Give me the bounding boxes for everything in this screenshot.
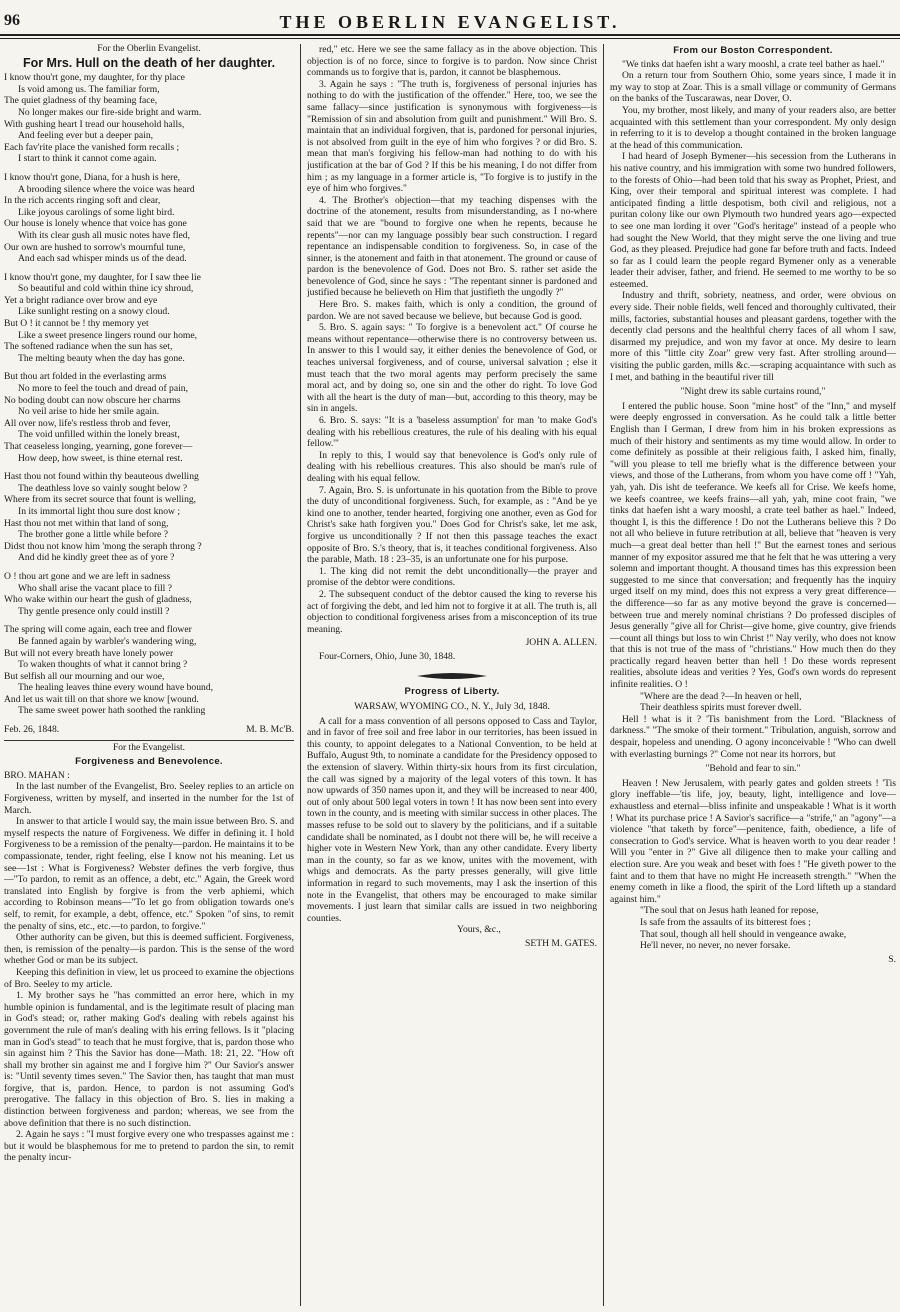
quote-night: "Night drew its sable curtains round," [680, 386, 826, 398]
column-2 [307, 44, 597, 1306]
verse-line: The melting beauty when the day has gone. [18, 352, 185, 364]
liberty-body [307, 716, 597, 925]
paragraph: On a return tour from Southern Ohio, some years since, I made it in my way to stop at Zoar. This is a small village or community of Germans on the banks of the Tuscarawas, near Dover, O. [610, 70, 896, 105]
paragraph: 6. Bro. S. says: "It is a 'baseless assumption' for man 'to make God's dealing with his rebellious creatures, the rule of his dealing with his equal fellow.'" [307, 415, 597, 450]
poem-stanza [4, 471, 294, 564]
column-divider [300, 44, 301, 1306]
liberty-signature: SETH M. GATES. [525, 937, 597, 949]
article-title: Forgiveness and Benevolence. [75, 756, 223, 768]
verse-line: To waken thoughts of what it cannot bring ? [18, 659, 188, 671]
verse-line: And let us wait till on that shore we know [wound. [4, 693, 199, 705]
verse-line: But O ! it cannot be ! thy memory yet [4, 318, 149, 330]
poem-stanza [4, 72, 294, 165]
poem-date: Feb. 26, 1848. [4, 724, 60, 736]
verse-line: No boding doubt can now obscure her charms [4, 394, 181, 406]
verse-line: The healing leaves thine every wound have bound, [18, 682, 214, 694]
correspondent-body [610, 59, 896, 384]
paragraph: In reply to this, I would say that benevolence is God's only rule of dealing with his rebellious creatures. This also should be man's rule of dealing with his equal fellow. [307, 449, 597, 484]
verse-line: With its clear gush all music notes have fled, [18, 229, 190, 241]
article-place: Four-Corners, Ohio, June 30, 1848. [319, 650, 456, 662]
verse-line: Who shall arise the vacant place to fill ? [18, 582, 172, 594]
verse-line: Like sunlight resting on a snowy cloud. [18, 306, 170, 318]
verse-line: "Where are the dead ?—In heaven or hell, [640, 690, 802, 702]
verse-line: He'll never, no never, no never forsake. [640, 940, 791, 952]
paragraph: In answer to that article I would say, the main issue between Bro. S. and myself respects the nature of Forgiveness. We differ in defining it. I hold Forgiveness to be a remission of the penalty—pardon. He maintains it to be compassionate, tender, right feeling, else I know not his meaning. Let us see—1st : What is Forgiveness? Webster defines the verb forgive, thus—"To pardon, to remit as an offence, a debt, etc." Again, the Greek word translated into English by forgive is from the verb aphiemi, which according to Robinson means—"To let go from obligation towards one's self, to remit, for example, a debt, offence, etc." Spoken "of sins, to remit the penalty of sins, etc., etc.—to pardon, to forgive." [4, 816, 294, 932]
masthead-rule [0, 34, 900, 36]
paragraph: 3. Again he says : "The truth is, forgiveness of personal injuries has nothing to do with the justification of the offender." Here, too, we see the same fallacy—since justification is synonymous with forgiveness—is "Remission of sin and absolution from guilt and punishment." Will Bro. S. maintain that an individual forgiven, that is, pardoned for personal injuries, is not absolved from guilt in the eye of him who forgives ? or did Bro. S. mean that man's forgiving his fellow-man had nothing to do with his justification at the bar of God ? If this be his meaning, I do not differ from him ; as my language in a former article is, "To forgive is to justify in the eye of him who forgives." [307, 78, 597, 195]
paragraph: Other authority can be given, but this is deemed sufficient. Forgiveness, then, is remission of the penalty—is pardon. This is the sense of the word whether God or man be its subject. [4, 932, 294, 967]
page-number: 96 [4, 12, 20, 29]
verse-line: The deathless love so vainly sought below ? [18, 482, 188, 494]
correspondent-heading: From our Boston Correspondent. [673, 45, 833, 56]
poem-signature: M. B. Mc'B. [246, 724, 294, 736]
verse-line: How deep, how sweet, is thine eternal rest. [18, 452, 183, 464]
verse-line: Each fav'rite place the vanished form recalls ; [4, 141, 180, 153]
poem-stanza [4, 571, 294, 617]
verse-line: But will not every breath have lonely power [4, 647, 174, 659]
column-1 [4, 44, 294, 1306]
paragraph: 1. My brother says he "has committed an error here, which in my humble opinion is fundamental, and is the legitimate result of placing man in God's stead; or, rather making God's dealing with rebels against his government the rule of man's dealing with his erring fellows. Is it "placing man in God's stead" to teach that he must forgive, that is, pardon those who sin against him ? This the Savior has done—Math. 18: 21, 22. "How oft shall my brother sin against me and I forgive him ?" Our Savior's answer is: "Until seventy times seven." The Savior then, has taught that man must forgive, that is, pardon. Hence, to pardon is not assuming God's prerogative. The fallacy in this objection of Bro. S. lies in making a distinction between forgiveness and pardon; whereas, we see from the above definition that there is no such distinction. [4, 990, 294, 1129]
paragraph: red," etc. Here we see the same fallacy as in the above objection. This objection is of no force, since to forgive is to pardon. Now since Christ commands us to forgive that is, pardon, it cannot be blasphemous. [307, 44, 597, 79]
paragraph: 2. Again he says : "I must forgive every one who trespasses against me : but it would be blasphemous for me to pretend to pardon the sin, to remit the penalty incur- [4, 1129, 294, 1164]
paragraph: Keeping this definition in view, let us proceed to examine the objections of Bro. Seeley to my article. [4, 966, 294, 990]
correspondent-signature: S. [888, 953, 896, 965]
verse-line: But thou art folded in the everlasting arms [4, 371, 167, 383]
poem-stanza [4, 371, 294, 464]
verse-line: Our house is lonely whence that voice has gone [4, 218, 187, 230]
verse-line: Be fanned again by warbler's wandering wing, [18, 635, 197, 647]
masthead [0, 0, 900, 38]
liberty-dateline: WARSAW, WYOMING CO., N. Y., July 3d, 1848. [354, 701, 550, 713]
poem-stanza [4, 624, 294, 717]
verse-line: Is void among us. The familiar form, [18, 83, 160, 95]
poem-footer [4, 724, 294, 736]
quote-fear: "Behold and fear to sin." [705, 763, 801, 775]
poem-body [4, 72, 294, 717]
paragraph: A call for a mass convention of all persons opposed to Cass and Taylor, and in favor of free soil and free labor in our territories, has been issued in this county, to appoint delegates to a National Convention, to be held at Buffalo, August 9th, to nominate a candidate for the Presidency opposed to the extension of slavery. Within thirty-six hours from its first circulation, the call was signed by a majority of the legal voters of this town. It has now upwards of 350 names upon it, and they will be increased to near 400, out of only about 500 legal voters in town ! It has now been sent into every town in the county, and is meeting with similar success in other places. The masses refuse to be sold out to slavery by the politicians, and if a suitable candidate shall be nominated, as I doubt not there will be, he will receive a higher vote in Western New York, than any other candidate. Every liberty man in the county, so far as we know, unites with the movement, with whigs and democrats. As the party presses generally, will give little information in regard to such movements, may I ask the insertion of this note in the Evangelist, that others may be encouraged to make similar movements. I just learn that similar calls are issued in two neighboring counties. [307, 715, 597, 924]
correspondent-body-2 [610, 401, 896, 691]
paragraph: 7. Again, Bro. S. is unfortunate in his quotation from the Bible to prove the duty of unconditional forgiveness. Such, for example, as : "And be ye kind one to another, tender hearted, forgiving one another, even as God for Christ's sake hath forgiven you." Does God for Christ's sake, let me ask, forgive us unconditionally ? If not then this passage teaches the exact opposite of Bro. S.'s theory, that is, it teaches conditional forgiveness. Also the parable, Math. 18 : 23–35, is an unfortunate one for his purpose. [307, 484, 597, 566]
verse-line: That soul, though all hell should in vengeance awake, [640, 928, 847, 940]
verse-line: I know thou'rt gone, my daughter, for I saw thee lie [4, 271, 201, 283]
poem-title: For Mrs. Hull on the death of her daughter. [22, 55, 276, 70]
verse-line: Who wake within our heart the gush of gladness, [4, 594, 192, 606]
verse-line: O ! thou art gone and we are left in sadness [4, 570, 171, 582]
paragraph: Industry and thrift, sobriety, neatness, and order, were obvious on every side. Their noble fields, well fenced and thoroughly cultivated, their mills, factories, substantial houses and pleasant gardens, together with the decently clad persons and the healthful cherry faces of all whom I saw, disarmed my prejudice, and won my favor at once. My desire to learn more of this "little city Zoar" grew very fast. After strolling around—visiting the public garden, mills &c.—scraping acquaintance with such as I met, and bathing in the beautiful river till [610, 290, 896, 383]
column-divider [603, 44, 604, 1306]
verse-line: Our own are hushed to sorrow's mournful tune, [4, 241, 186, 253]
verse-line: The softened radiance when the sun has set, [4, 341, 173, 353]
verse-line: Like joyous carolings of some light bird. [18, 206, 175, 218]
verse-line: Like a sweet presence lingers round our home, [18, 329, 198, 341]
article-attribution: For the Evangelist. [112, 742, 186, 753]
verse-line: In the rich accents ringing soft and clear, [4, 195, 161, 207]
verse-line: Is safe from the assaults of its bitterest foes ; [640, 916, 811, 928]
paragraph: 1. The king did not remit the debt unconditionally—the prayer and promise of the debtor were conditions. [307, 565, 597, 589]
verse-line: That ceaseless longing, yearning, gone forever— [4, 441, 193, 452]
verse-line: The same sweet power hath soothed the rankling [18, 705, 206, 717]
ornament-rule-icon [417, 672, 487, 680]
verse-line: "The soul that on Jesus hath leaned for repose, [640, 905, 819, 917]
verse-line: In its immortal light thou sure dost know ; [18, 505, 181, 517]
masthead-rule-thin [0, 38, 900, 39]
paragraph: 2. The subsequent conduct of the debtor caused the king to reverse his act of forgiving the debt, and led him not to forgive it at all. The truth is, all objection to conditional forgiveness arises from a misconception of its true meaning. [307, 588, 597, 635]
verse-line: I know thou'rt gone, Diana, for a hush is here, [4, 171, 180, 183]
verse-line: Yet a bright radiance over brow and eye [4, 294, 158, 306]
verse-line: The void unfilled within the lonely breast, [18, 429, 180, 441]
poem-attribution: For the Oberlin Evangelist. [97, 44, 201, 54]
article-continuation [307, 44, 597, 635]
verse-line: And did he kindly greet thee as of yore ? [18, 552, 175, 564]
verse-line: No more to feel the touch and dread of pain, [18, 383, 188, 395]
quote-dead [610, 691, 896, 714]
paragraph: In the last number of the Evangelist, Bro. Seeley replies to an article on Forgiveness, written by myself, and inserted in the number for the 1st of March. [4, 781, 294, 816]
poem-stanza [4, 172, 294, 265]
liberty-title: Progress of Liberty. [404, 686, 500, 698]
verse-line: With gushing heart I tread our household halls, [4, 118, 185, 130]
section-divider [4, 740, 294, 741]
verse-line: No veil arise to hide her smile again. [18, 406, 160, 418]
poem-stanza [4, 272, 294, 365]
verse-line: Where from its secret source that fount is welling, [4, 494, 197, 506]
paragraph: Hell ! what is it ? 'Tis banishment from the Lord. "Blackness of darkness." "The smoke of their torment." Tribulation, anguish, sorrow and despair, hopeless and unending. O agony inconceivable ! "Who can dwell with everlasting burnings ?" Come not near its horrors, but [610, 713, 896, 760]
verse-line: Hast thou not found within thy beauteous dwelling [4, 471, 199, 483]
salutation: BRO. MAHAN : [4, 769, 70, 781]
paragraph: I had heard of Joseph Bymener—his secession from the Lutherans in his native country, and his immigration with some two hundred followers, to the forests of Ohio—had been told that his sway as Prophet, Priest, and King, over their temporal and spiritual interest was complete. I had anticipated finding a little despotism, both civil and religious, not a puritan colony like our own Plymouth two hundred years ago—expected to see one man lording it over "God's heritage" instead of a people who had sought the New World, that they might serve the one living and true God, as they pleased. Prejudice had gone far before truth and facts. Indeed so far as I could learn the people regard Bymener only as a venerable leader their adviser, father, and friend. He seemed to me worthy to be so esteemed. [610, 151, 896, 290]
correspondent-body-4 [610, 778, 896, 906]
verse-line: Thy gentle presence only could instill ? [18, 605, 170, 617]
verse-line: Their deathless spirits must forever dwell. [640, 702, 802, 714]
paragraph: Heaven ! New Jerusalem, with pearly gates and golden streets ! 'Tis glory ineffable—'tis life, joy, beauty, light, intelligence and love—exhaustless and eternal—bliss infinite and unspeakable ! What is it worth ! What its purchase price ! A Savior's sacrifice—a "strife," an "agony"—a violence "that taketh by force"—penitence, faith, obedience, a life of consecration to God's service. What is heaven worth to you dear reader ! Will you "enter in ?" Give all diligence then to make your calling and election sure. Are you weak and beset with foes ! "He giveth power to the faint and to them that have no might He increaseth strength." "When the enemy cometh in like a flood, the spirit of the Lord lifteth up a standard against him." [610, 777, 896, 905]
liberty-closing: Yours, &c., [457, 924, 501, 936]
verse-line: And each sad whisper minds us of the dead. [18, 253, 187, 265]
hymn-quote [610, 905, 896, 951]
verse-line: The spring will come again, each tree and flower [4, 624, 192, 636]
verse-line: A brooding silence where the voice was heard [18, 183, 195, 195]
paragraph: I entered the public house. Soon "mine host" of the "Inn," and myself were deeply engrossed in conversation. As he could talk a little better English than I German, I drew from him in his broken expressions as much of their history and sentiments as my time would allow. In order to come definitely as possible at their religious faith, I asked him, finally, "will you please to tell me briefly what is the difference between your views, and those of the Lutherans, from whom you have come off ! "Yah, yah, yah. Dis isht de teeferance. We keefs all for Crise. We keefs home, we keefs coantree, we keefs frains—all yah, yah, mine coot frain, "we tinks dat haefen isht a wary mooshl, a crate teel bather as hael." Indeed, thought I, is this the difference ! Do not the Lutherans believe this ? Do not all who believe in future retribution at all, believe that "heaven is very much—a great deal better than hell !" But the earnest tones and serious manner of my expositor assured me that he felt that he was uttering a very solemn and important thought. A thousand times has this expression been suggested to me since that conversation; and frequently has the inquiry urged itself on my mind, does this not express a very great difference—the difference—so far as any motive beyond the grave is concerned—between true and merely nominal christians ? Do professed disciples of Jesus generally "give all for Christ—give home, give country, give friends—count all things but loss to win Christ !" Nay verily, who does not know that this is not true of the mass of "christians." How much then do they practically regard heaven better than hell ! Do these words represent realities, absolute ideas and verities ? Yes, God's own words do represent infinite realities. O ! [610, 400, 896, 691]
verse-line: I know thou'rt gone, my daughter, for thy place [4, 72, 185, 84]
verse-line: No longer makes our fire-side bright and warm. [18, 106, 202, 118]
paragraph: 5. Bro. S. again says: " To forgive is a benevolent act." Of course he means without repentance—otherwise there is no controversy between us. In answer to this I would say, it either denies the benevolence of God, or teaches universal forgiveness, and of course, universal salvation ; else it must teach that the two moral agents may perform precisely the same moral act, and by doing so, one sin and the other do right. To love God with all the heart is the duty of man—but, according to this theory, may be sin in angels. [307, 322, 597, 415]
paragraph: You, my brother, most likely, and many of your readers also, are better acquainted with this settlement than your correspondent. My only design in referring to it is to develop a thought contained in the broken language at the head of this communication. [610, 104, 896, 151]
verse-line: All over now, life's restless throb and fever, [4, 417, 171, 429]
ornament-divider [307, 672, 597, 680]
paragraph: "We tinks dat haefen isht a wary mooshl, a crate teel bather as hael." [622, 58, 885, 70]
verse-line: I start to think it cannot come again. [18, 153, 157, 165]
article-signature: JOHN A. ALLEN. [525, 637, 597, 649]
correspondent-body-3 [610, 714, 896, 760]
verse-line: The brother gone a little while before ? [18, 529, 168, 541]
verse-line: So beautiful and cold within thine icy shroud, [18, 283, 194, 295]
column-3 [610, 44, 896, 1306]
paragraph: 4. The Brother's objection—that my teaching dispenses with the doctrine of the atonement, results from misunderstanding, as I no-where said that we are "bound to forgive one when he repents, because he repents"—nor can my language possibly bear such construction. I regard repentance an indispensable condition to forgiveness. So, in case of the sinner, is the atonement and faith in that atonement. The ground or cause of pardon is the benevolence of God. Does not Bro. S. rather set aside the benevolence of God, since he says : "The repentant sinner is pardoned and justified because he believeth on Him that justifieth the ungodly ?" [307, 194, 597, 299]
verse-line: Hast thou not met within that land of song, [4, 517, 169, 529]
verse-line: But selfish all our mourning and our woe, [4, 670, 165, 682]
paragraph: Here Bro. S. makes faith, which is only a condition, the ground of pardon. We are not saved because we believe, but because God is good. [307, 299, 597, 322]
article-body [4, 781, 294, 1164]
verse-line: The quiet gladness of thy beaming face, [4, 95, 158, 107]
verse-line: Didst thou not know him 'mong the seraph throng ? [4, 540, 202, 552]
verse-line: And feeling ever but a deeper pain, [18, 130, 154, 142]
newspaper-title: THE OBERLIN EVANGELIST. [279, 12, 621, 32]
